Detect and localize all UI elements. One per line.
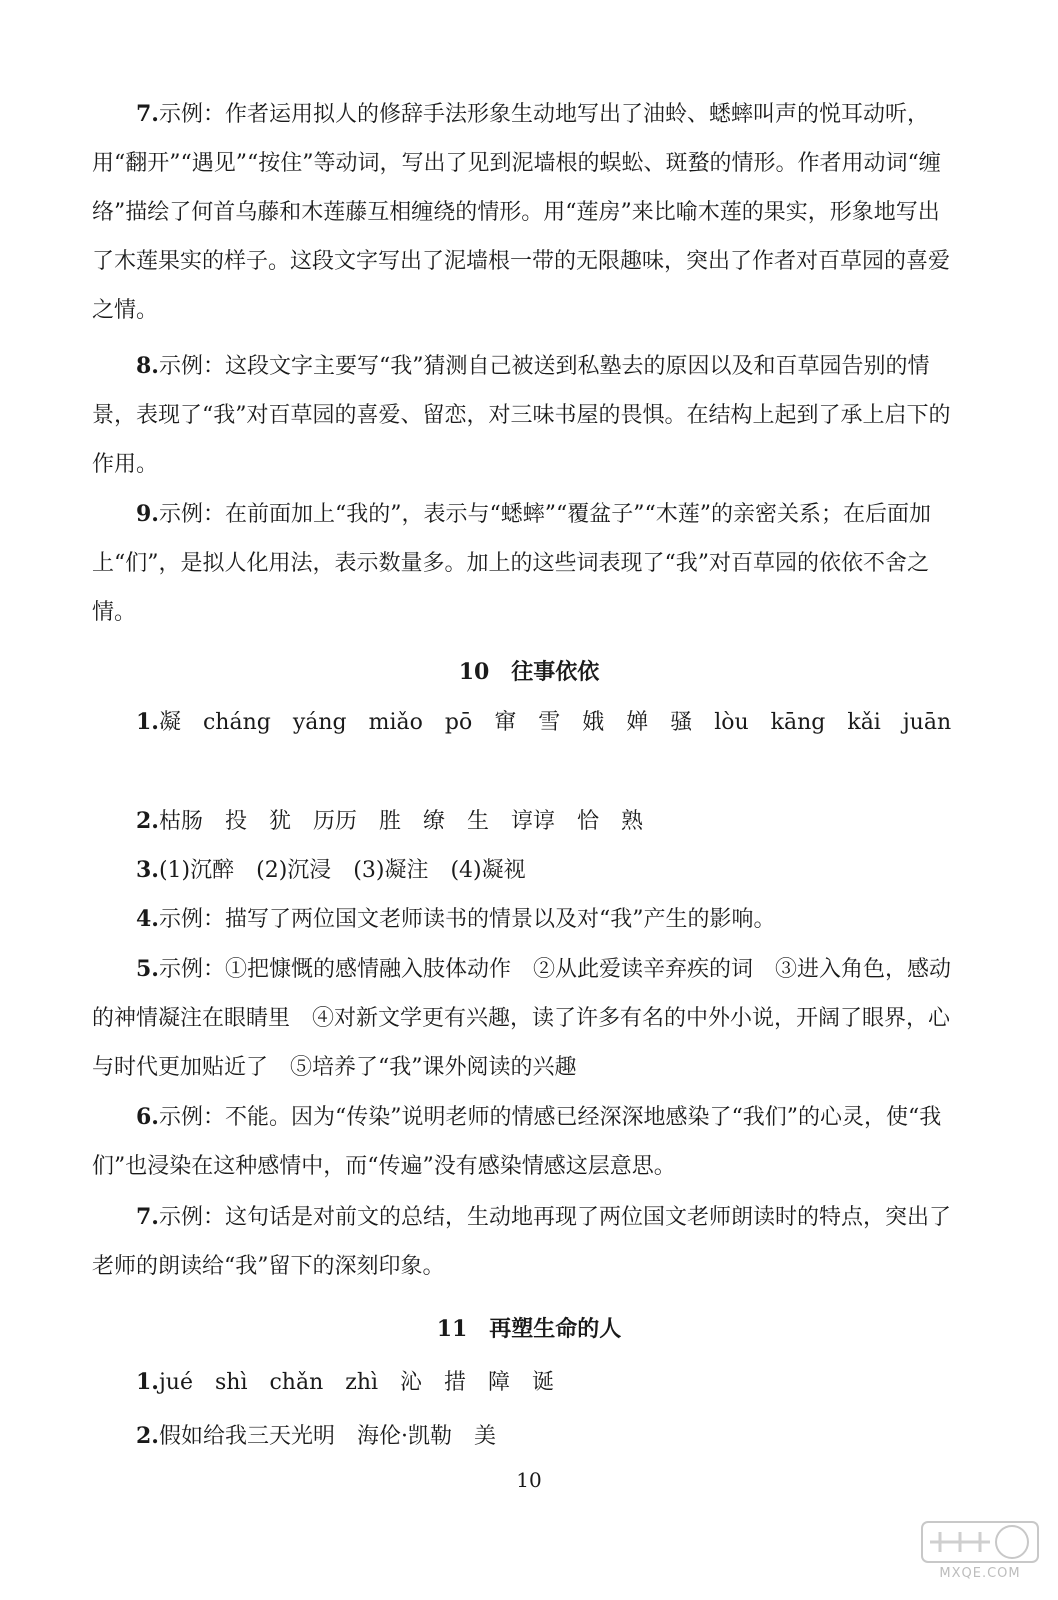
s10-item-6 [92,1093,952,1191]
page-number: 10 [516,1468,542,1492]
answer-7 [92,90,952,335]
answer-text: 示例：作者运用拟人的修辞手法形象生动地写出了油蛉、蟋蟀叫声的悦耳动听，用“翻开”“遇见”“按住”等动词，写出了见到泥墙根的蜈蚣、斑蝥的情形。作者用动词“缠络”描绘了何首乌藤和木莲藤互相缠绕的情形。用“莲房”来比喻木莲的果实，形象地写出了木莲果实的样子。这段文字写出了泥墙根一带的无限趣味，突出了作者对百草园的喜爱之情。 [92,102,951,323]
watermark-logo [920,1520,1040,1590]
s10-item-3 [92,846,952,895]
item-text: (1)沉醉 (2)沉浸 (3)凝注 (4)凝视 [158,858,526,883]
answer-text: 示例：这段文字主要写“我”猜测自己被送到私塾去的原因以及和百草园告别的情景，表现了“我”对百草园的喜爱、留恋，对三味书屋的畏惧。在结构上起到了承上启下的作用。 [92,354,951,477]
item-number: 7. [136,1204,159,1230]
s11-item-2 [92,1412,952,1461]
item-text: 示例：这句话是对前文的总结，生动地再现了两位国文老师朗读时的特点，突出了老师的朗读给“我”留下的深刻印象。 [92,1205,951,1279]
answer-number: 7. [136,101,159,127]
item-text: 枯肠 投 犹 历历 胜 缭 生 谆谆 恰 熟 [158,809,643,834]
s11-item-1 [92,1358,952,1407]
watermark-text: MXQE.COM [939,1566,1021,1581]
item-text: jué shì chǎn zhì 沁 措 障 诞 [158,1370,555,1395]
answer-9 [92,490,952,637]
item-number: 1. [136,1369,159,1395]
item-number: 5. [136,956,159,982]
item-number: 6. [136,1104,159,1130]
item-number: 2. [136,1423,159,1449]
item-text: 示例：不能。因为“传染”说明老师的情感已经深深地感染了“我们”的心灵，使“我们”也浸染在这种感情中，而“传遍”没有感染情感这层意思。 [92,1105,942,1179]
section-heading-10: 10 往事依依 [458,659,600,685]
item-number: 2. [136,808,159,834]
item-number: 4. [136,906,159,932]
s10-item-2 [92,797,952,846]
answer-8 [92,342,952,489]
section-heading-11: 11 再塑生命的人 [436,1316,622,1342]
item-number: 3. [136,857,159,883]
answer-number: 9. [136,501,159,527]
item-text: 凝 cháng yáng miǎo pō 窜 雪 娥 婵 骚 lòu kāng kǎi juān [158,710,952,735]
s10-item-4 [92,895,952,944]
item-text: 示例：描写了两位国文老师读书的情景以及对“我”产生的影响。 [158,907,776,932]
s10-item-7 [92,1193,952,1291]
item-number: 1. [136,709,159,735]
s10-item-5 [92,945,952,1092]
item-text: 示例：①把慷慨的感情融入肢体动作 ②从此爱读辛弃疾的词 ③进入角色，感动的神情凝注在眼睛里 ④对新文学更有兴趣，读了许多有名的中外小说，开阔了眼界，心与时代更加贴近了 ⑤培养了“我”课外阅读的兴趣 [92,957,951,1080]
item-text: 假如给我三天光明 海伦·凯勒 美 [158,1424,496,1449]
answer-text: 示例：在前面加上“我的”，表示与“蟋蟀”“覆盆子”“木莲”的亲密关系；在后面加上“们”，是拟人化用法，表示数量多。加上的这些词表现了“我”对百草园的依依不舍之情。 [92,502,931,625]
s10-item-1 [92,698,952,747]
answer-number: 8. [136,353,159,379]
